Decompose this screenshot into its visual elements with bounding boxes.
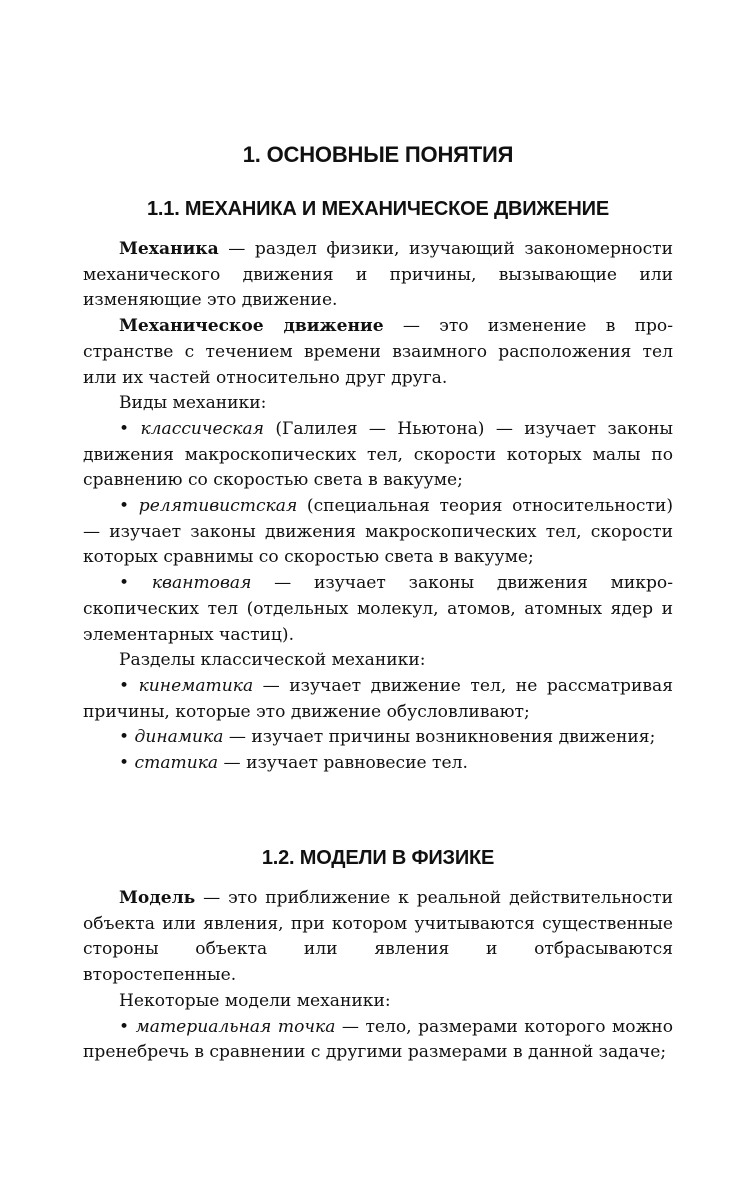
section-2-title: 1.2. МОДЕЛИ В ФИЗИКЕ [261,847,495,869]
term-mechanical-motion: Механическое движение [119,316,384,337]
chapter-title: 1. ОСНОВНЫЕ ПОНЯТИЯ [242,142,514,167]
section-2-body [83,886,673,1066]
section-1-body [83,237,673,777]
term-model: Модель [119,888,196,908]
list-item: • кинематика — изучает движение тел, не рассматривая причины, которые это движение обусловливают; [83,674,673,725]
sections-intro: Разделы классической механики: [119,650,426,671]
paragraph-model: Модель — это приближение к реальной действительности объекта или явления, при котором учитываются существенные стороны объекта или явления и отбрасываются второстепенные. [83,888,673,986]
list-item: • материальная точка — тело, размерами которого можно пренебречь в сравнении с другими размерами в данной задаче; [83,1015,673,1066]
models-intro: Некоторые модели механики: [119,990,391,1011]
list-item: • релятивистская (специальная теория относительности) — изучает законы движения макроскопических тел, скорости которых сравнимы со скоростью света в вакууме; [83,494,673,571]
list-item: • динамика — изучает причины возникновения движения; [83,725,673,751]
list-item: • классическая (Галилея — Ньютона) — изучает законы движения макроскопических тел, скорости которых малы по сравнению со скоростью света в вакууме; [83,417,673,494]
list-item: • квантовая — изучает законы движения микроскопических тел (отдельных молекул, атомов, атомных ядер и элементарных частиц). [83,571,673,648]
paragraph-mechanics: Механика — раздел физики, изучающий закономерности механического движения и причины, вызывающие или изменяющие это движение. [83,239,673,311]
list-item: • статика — изучает равновесие тел. [83,751,673,777]
types-intro: Виды механики: [119,393,267,414]
paragraph-mechanical-motion: Механическое движение — это изменение в пространстве с течением времени взаимного расположения тел или их частей относительно друг друга. [83,316,673,388]
term-mechanics: Механика [119,239,219,259]
section-1-title: 1.1. МЕХАНИКА И МЕХАНИЧЕСКОЕ ДВИЖЕНИЕ [147,198,609,220]
